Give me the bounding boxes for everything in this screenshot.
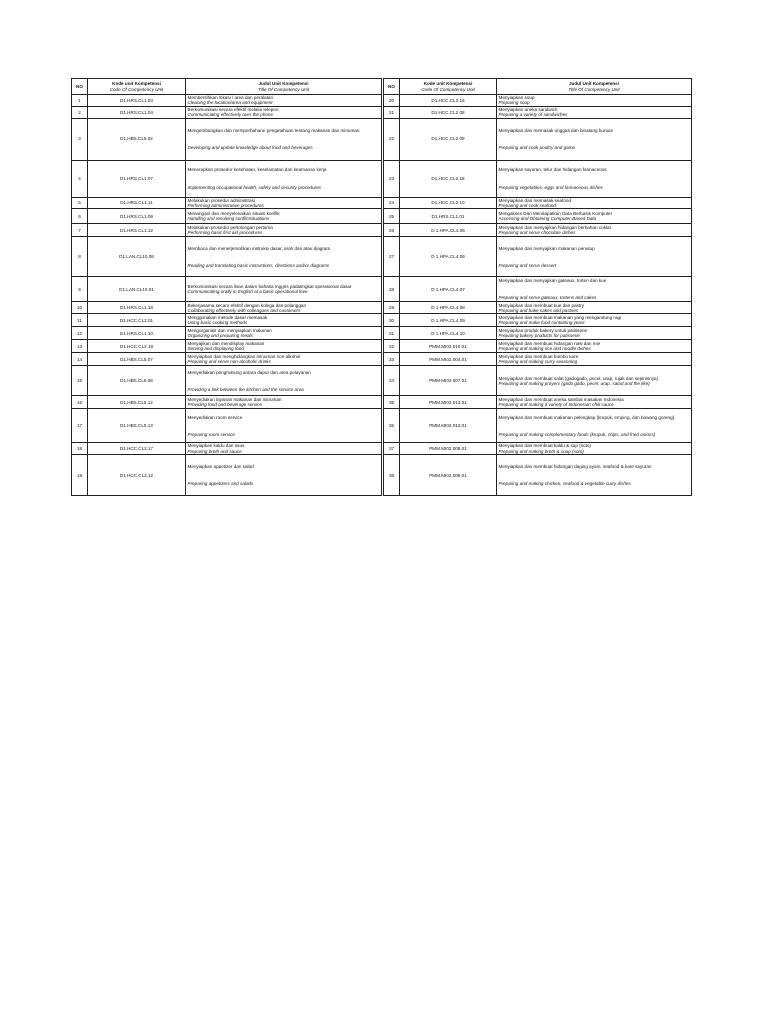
- table-row: [72, 327, 382, 340]
- unit-title-id: Menyiapkan dan menyajikan makanan penutup: [498, 245, 595, 251]
- unit-title-id: Menyiapkan produk bakery untuk patisserie: [498, 328, 588, 334]
- table-row: [72, 95, 382, 107]
- unit-code: D1.HCC.CL2.01: [88, 314, 186, 327]
- unit-title-en: Accessing and Obtaining Computer-Based Data: [498, 216, 597, 222]
- unit-title-en: Implementing occupational health, safety and security procedures: [187, 184, 322, 190]
- row-number: 10: [72, 302, 88, 314]
- unit-code: D1.HBS.CL5.02: [88, 118, 186, 160]
- unit-title-en: Preparing and cook poultry and game: [498, 145, 576, 151]
- unit-title-en: Using basic cooking methods: [187, 320, 248, 326]
- unit-title-id: Menyiapkan appetizer dan salad: [187, 463, 254, 469]
- row-number: 17: [72, 409, 88, 443]
- header-title-label: Judul Unit Kompetensi: [258, 81, 309, 87]
- unit-code: PMM.MI02.009.01: [400, 455, 497, 496]
- unit-code: D1.HRS.CL1.10: [88, 327, 186, 340]
- table-row: [384, 277, 692, 302]
- unit-title-en: Reading and translating basic instructions, directions and/or diagrams: [187, 262, 330, 268]
- row-number: 34: [384, 366, 400, 396]
- table-body-left: [72, 95, 382, 496]
- unit-title-en: Preparing and serve non-alcoholic drinks: [187, 359, 271, 365]
- unit-title: [186, 106, 382, 118]
- unit-title-id: Menyiapkan dan membuat hidangan nasi dan mie: [498, 341, 601, 347]
- table-row: [384, 118, 692, 160]
- unit-title-id: Menyiapkan dan membuat bumbu kare: [498, 354, 579, 360]
- table-row: [72, 353, 382, 366]
- header-code-label: Kode unit Kompetensi: [112, 81, 161, 87]
- unit-title: [186, 396, 382, 409]
- unit-title-en: Communicating orally in English at a basic operational leve: [187, 289, 308, 295]
- unit-title: [186, 302, 382, 314]
- row-number: 24: [384, 197, 400, 209]
- unit-title-id: Menyiapkan dan menghidangkan minuman non-alkohol: [187, 354, 301, 360]
- unit-title-en: Preparing and making prayers (gado gado, pecel, urap, salad and the like): [498, 380, 650, 386]
- row-number: 8: [72, 237, 88, 277]
- table-row: [72, 118, 382, 160]
- table-row: [72, 224, 382, 237]
- unit-title-id: Bekerjasama secara efektif dengan kolega dan pelanggan: [187, 302, 306, 308]
- unit-title: [186, 118, 382, 160]
- table-row: [72, 443, 382, 455]
- unit-title: [497, 95, 692, 107]
- unit-code: PMM.MI02.013.01: [400, 396, 497, 409]
- unit-title-en: Preparing room service: [187, 431, 235, 437]
- unit-code: D1.HBS.CL5.07: [88, 353, 186, 366]
- unit-title-en: Preparing a variety of sandwiches: [498, 112, 568, 118]
- unit-title-id: Menyediakan penghubung antara dapur dan area pelayanan: [187, 369, 311, 375]
- unit-title-en: Organizing and preparing meals: [187, 333, 253, 339]
- unit-code: D1.HCC.CL2.17: [88, 443, 186, 455]
- row-number: 14: [72, 353, 88, 366]
- unit-code: D1.HCC.CL2.12: [88, 455, 186, 496]
- table-row: [384, 340, 692, 353]
- unit-code: D 1.HPA.CL4.07: [400, 277, 497, 302]
- unit-title: [186, 160, 382, 197]
- unit-title-id: Menyiapkan dan menyajikan gateaux, torten dan kue: [498, 278, 607, 284]
- unit-title-en: Preparing soup: [498, 100, 530, 106]
- unit-title-en: Preparing vegetables, eggs and farinaceous dishes: [498, 184, 603, 190]
- row-number: 3: [72, 118, 88, 160]
- unit-title: [497, 106, 692, 118]
- unit-title-en: Preparing and cook seafood: [498, 203, 556, 209]
- unit-title-en: Preparing and make food containing yeast: [498, 320, 585, 326]
- unit-title-id: Menyiapkan dan membuat kaldu & sup (soto): [498, 443, 591, 449]
- unit-title-en: Preparing and serve gateaux, tortens and cakes: [498, 295, 597, 301]
- row-number: 13: [72, 340, 88, 353]
- unit-title-en: Developing and update knowledge about food and beverages: [187, 145, 313, 151]
- table-row: [72, 106, 382, 118]
- unit-title: [186, 443, 382, 455]
- row-number: 23: [384, 160, 400, 197]
- unit-code: D1.HRS.CL1.18: [88, 302, 186, 314]
- header-title-label: Judul Unit Kompetensi: [568, 81, 620, 87]
- unit-title-id: Mengakses Dan Mendapatkan Data Berbasis Komputer: [498, 211, 613, 217]
- unit-title-id: Menyajikan dan mendisplay makanan: [187, 341, 265, 347]
- unit-title-id: Menyiapkan dan membuat makanan pelengkap (krupuk, emping, dan bawang goreng).: [498, 414, 676, 420]
- unit-title-id: Menyiapkan soup: [498, 95, 535, 100]
- header-title: [186, 79, 382, 95]
- unit-title-id: Menyiapkan dan membuat aneka sambal masakan Indonesia: [498, 397, 624, 403]
- unit-title: [497, 409, 692, 443]
- unit-title: [186, 237, 382, 277]
- unit-code: D1.HBS.CL5.12: [88, 396, 186, 409]
- row-number: 20: [384, 95, 400, 107]
- row-number: 29: [384, 302, 400, 314]
- row-number: 9: [72, 277, 88, 302]
- table-row: [384, 237, 692, 277]
- row-number: 19: [72, 455, 88, 496]
- unit-code: D1.HBS.CL5.09: [88, 366, 186, 396]
- row-number: 27: [384, 237, 400, 277]
- table-row: [72, 314, 382, 327]
- unit-code: D 1.HPA.CL4.10: [400, 327, 497, 340]
- row-number: 6: [72, 209, 88, 224]
- header-title-en: Title Of Competency Unit: [257, 86, 310, 92]
- table-row: [384, 209, 692, 224]
- table-row: [72, 209, 382, 224]
- unit-title: [497, 160, 692, 197]
- unit-code: D 1.HPA.CL4.05: [400, 224, 497, 237]
- unit-title-id: Menyiapkan dan membuat hidangan daging ayam, seafood & kare sayuran: [498, 463, 652, 469]
- header-code: [400, 79, 497, 95]
- unit-code: D1.LAN.CL10.08: [88, 237, 186, 277]
- unit-code: D1.HRS.CL1.07: [88, 160, 186, 197]
- unit-title-id: Berkomunikasi secara efektif melalui telepon: [187, 106, 279, 112]
- unit-title: [186, 327, 382, 340]
- unit-title: [497, 277, 692, 302]
- table-row: [384, 366, 692, 396]
- unit-code: D1.LAN.CL10.01: [88, 277, 186, 302]
- unit-title: [497, 340, 692, 353]
- header-code: [88, 79, 186, 95]
- row-number: 21: [384, 106, 400, 118]
- unit-title-id: Menyiapkan kaldu dan saus: [187, 443, 245, 449]
- header-title: [497, 79, 692, 95]
- unit-title-en: Preparing and serve chocolate dishes: [498, 230, 576, 236]
- unit-title-en: Preparing and making complementary foods (krupuk, chips, and fried onions): [498, 431, 656, 437]
- unit-code: D1.HBS.CL5.13: [88, 409, 186, 443]
- unit-title-id: Menyiapkan dan memasak seafood: [498, 197, 572, 203]
- unit-title-id: Berkomunikasi secara lisan dalam bahasa Inggris padatingkat operasional dasar: [187, 284, 352, 290]
- unit-code: D1.HRS.CL1.09: [88, 209, 186, 224]
- unit-title-id: Menyiapkan aneka sandwich: [498, 106, 558, 112]
- row-number: 33: [384, 353, 400, 366]
- unit-title: [497, 302, 692, 314]
- table-header-row: [384, 79, 692, 95]
- unit-title-en: Collaborating effectively with colleagues and customers: [187, 307, 301, 313]
- table-row: [384, 409, 692, 443]
- unit-title: [186, 455, 382, 496]
- unit-title: [497, 197, 692, 209]
- unit-title: [497, 455, 692, 496]
- row-number: 25: [384, 209, 400, 224]
- unit-title-id: Menyediakan room service: [187, 414, 243, 420]
- unit-title-en: Preparing and serve dessert: [498, 262, 557, 268]
- unit-title: [186, 197, 382, 209]
- row-number: 11: [72, 314, 88, 327]
- row-number: 1: [72, 95, 88, 107]
- table-row: [384, 443, 692, 455]
- unit-title: [186, 277, 382, 302]
- unit-title-id: Menerapkan prosedur kesehatan, keselamatan dan keamanan kerja: [187, 167, 327, 173]
- table-row: [72, 340, 382, 353]
- table-row: [384, 455, 692, 496]
- unit-title-en: Preparing bakery products for patisserie: [498, 333, 580, 339]
- unit-title-id: Melakukan prosedur pertolongan pertama: [187, 225, 273, 231]
- unit-title-id: Menangani dan menyelesaikan situasi konflik: [187, 211, 280, 217]
- row-number: 7: [72, 224, 88, 237]
- table-row: [384, 95, 692, 107]
- unit-title-en: Preparing appetizers and salads: [187, 481, 254, 487]
- table-row: [72, 197, 382, 209]
- competency-table-right: [383, 78, 692, 496]
- table-row: [384, 224, 692, 237]
- unit-code: PMM.MI02.004.01: [400, 353, 497, 366]
- unit-title-en: Preparing and making curry seasoning: [498, 359, 578, 365]
- unit-title-id: Mengembangkan dan memperbaharui pengetahuan tentang makanan dan minuman: [187, 127, 360, 133]
- table-row: [384, 160, 692, 197]
- row-number: 26: [384, 224, 400, 237]
- unit-title: [497, 327, 692, 340]
- unit-title: [186, 409, 382, 443]
- unit-title-en: Performing basic first aid procedures: [187, 230, 263, 236]
- unit-code: D1.HRS.CL1.04: [88, 106, 186, 118]
- header-code-label: Kode unit Kompetensi: [423, 81, 473, 87]
- unit-code: D1.HCC.CL2.19: [88, 340, 186, 353]
- unit-title-en: Providing food and beverage service: [187, 402, 263, 408]
- row-number: 2: [72, 106, 88, 118]
- unit-title-id: Mengorganisir dan menyiapkan makanan: [187, 328, 272, 334]
- header-no: NO: [384, 79, 400, 95]
- unit-code: D1.HCC.CL2.10: [400, 197, 497, 209]
- unit-code: D 1.HPA.CL4.08: [400, 302, 497, 314]
- unit-code: D1.HRS.CL1.01: [400, 209, 497, 224]
- header-code-en: Code Of Competency Unit: [421, 86, 475, 92]
- table-row: [384, 302, 692, 314]
- table-row: [72, 160, 382, 197]
- row-number: 35: [384, 396, 400, 409]
- unit-code: PMM.MI02.008.01: [400, 443, 497, 455]
- row-number: 15: [72, 366, 88, 396]
- row-number: 22: [384, 118, 400, 160]
- unit-title-id: Membersihkan lokasi / area dan peralatan: [187, 95, 274, 100]
- row-number: 18: [72, 443, 88, 455]
- table-row: [384, 396, 692, 409]
- table-row: [384, 353, 692, 366]
- unit-title: [186, 95, 382, 107]
- unit-title: [497, 396, 692, 409]
- header-code-en: Code Of Competency Unit: [109, 86, 164, 92]
- unit-title: [497, 209, 692, 224]
- unit-code: PMM.MI02.007.01: [400, 366, 497, 396]
- unit-title: [497, 443, 692, 455]
- unit-title-id: Menyiapkan dan memasak unggas dan binatang buruan: [498, 127, 614, 133]
- unit-title: [497, 366, 692, 396]
- unit-title-en: Preparing and making chicken, seafood & vegetable curry dishes: [498, 481, 631, 487]
- table-row: [72, 409, 382, 443]
- table-row: [384, 327, 692, 340]
- row-number: 36: [384, 409, 400, 443]
- unit-title-en: Serving and displaying food: [187, 346, 244, 352]
- unit-title-id: Menyiapkan dan membuat makanan yang mengandung ragi: [498, 315, 622, 321]
- unit-title: [186, 340, 382, 353]
- row-number: 37: [384, 443, 400, 455]
- unit-title-en: Performing administrative procedures: [187, 203, 264, 209]
- table-row: [72, 237, 382, 277]
- unit-title-id: Membaca dan menerjemahkan instruksi dasar, arah dan atau diagram: [187, 245, 331, 251]
- unit-code: D1.HCC.CL2.16: [400, 95, 497, 107]
- unit-code: D1.HRS.CL1.12: [88, 224, 186, 237]
- unit-title: [186, 366, 382, 396]
- table-header-row: [72, 79, 382, 95]
- unit-title-id: Menyiapkan sayuran, telur dan hidangan farinaceous: [498, 167, 607, 173]
- unit-title: [497, 224, 692, 237]
- unit-code: D1.HCC.CL2.08: [400, 106, 497, 118]
- unit-title-en: Cleaning the location/area and equipment: [187, 100, 273, 106]
- unit-title-en: Preparing broth and sauce: [187, 448, 242, 454]
- unit-title-en: Preparing and making broth & soup (soto): [498, 448, 584, 454]
- table-row: [72, 396, 382, 409]
- header-title-en: Title Of Competency Unit: [568, 86, 620, 92]
- table-row: [72, 277, 382, 302]
- unit-title-id: Menyiapkan dan menyajikan hidangan berbahan coklat: [498, 225, 611, 231]
- unit-code: D1.HRS.CL1.03: [88, 95, 186, 107]
- unit-title-en: Preparing and bake cakes and pastries: [498, 307, 579, 313]
- unit-title-en: Communicating effectively over the phone: [187, 112, 274, 118]
- unit-title-en: Preparing and making rice and noodle dishes: [498, 346, 591, 352]
- unit-code: PMM.MI02.010.01: [400, 340, 497, 353]
- unit-code: D1.HCC.CL2.09: [400, 118, 497, 160]
- table-row: [384, 197, 692, 209]
- row-number: 28: [384, 277, 400, 302]
- unit-title-en: Preparing and making a variety of Indonesian chili sauce: [498, 402, 614, 408]
- row-number: 16: [72, 396, 88, 409]
- row-number: 5: [72, 197, 88, 209]
- row-number: 12: [72, 327, 88, 340]
- unit-title-id: Menyediakan layanan makanan dan minuman: [187, 397, 282, 403]
- unit-title: [186, 209, 382, 224]
- table-row: [384, 314, 692, 327]
- unit-code: D1.HCC.CL2.18: [400, 160, 497, 197]
- unit-title: [497, 237, 692, 277]
- unit-title: [186, 224, 382, 237]
- row-number: 31: [384, 327, 400, 340]
- table-row: [72, 366, 382, 396]
- table-row: [384, 106, 692, 118]
- header-no: NO: [72, 79, 88, 95]
- unit-code: PMM.MI02.012.01: [400, 409, 497, 443]
- row-number: 38: [384, 455, 400, 496]
- unit-title: [497, 118, 692, 160]
- table-row: [72, 302, 382, 314]
- unit-title: [497, 314, 692, 327]
- unit-code: D 1.HPA.CL4.09: [400, 314, 497, 327]
- unit-title-id: Menyiapkan dan membuat kue dan pastry: [498, 302, 585, 308]
- unit-title: [186, 314, 382, 327]
- unit-title: [497, 353, 692, 366]
- row-number: 32: [384, 340, 400, 353]
- row-number: 4: [72, 160, 88, 197]
- unit-title-en: Handling and resolving conflictsituations: [187, 216, 270, 222]
- table-body-right: [384, 95, 692, 496]
- unit-code: D1.HRS.CL1.11: [88, 197, 186, 209]
- unit-title-id: Menyiapkan dan membuat salat (gadogado, pecel, urap, rujak dan sejenisnya): [498, 375, 659, 381]
- unit-title-id: Melakukan prosedur administrasi: [187, 197, 255, 203]
- row-number: 30: [384, 314, 400, 327]
- unit-title-en: Providing a link between the kitchen and the service area: [187, 386, 304, 392]
- competency-table-left: [71, 78, 382, 496]
- unit-title: [186, 353, 382, 366]
- table-row: [72, 455, 382, 496]
- unit-code: D 1.HPA.CL4.06: [400, 237, 497, 277]
- unit-title-id: Menggunakan metode dasar memasak: [187, 315, 268, 321]
